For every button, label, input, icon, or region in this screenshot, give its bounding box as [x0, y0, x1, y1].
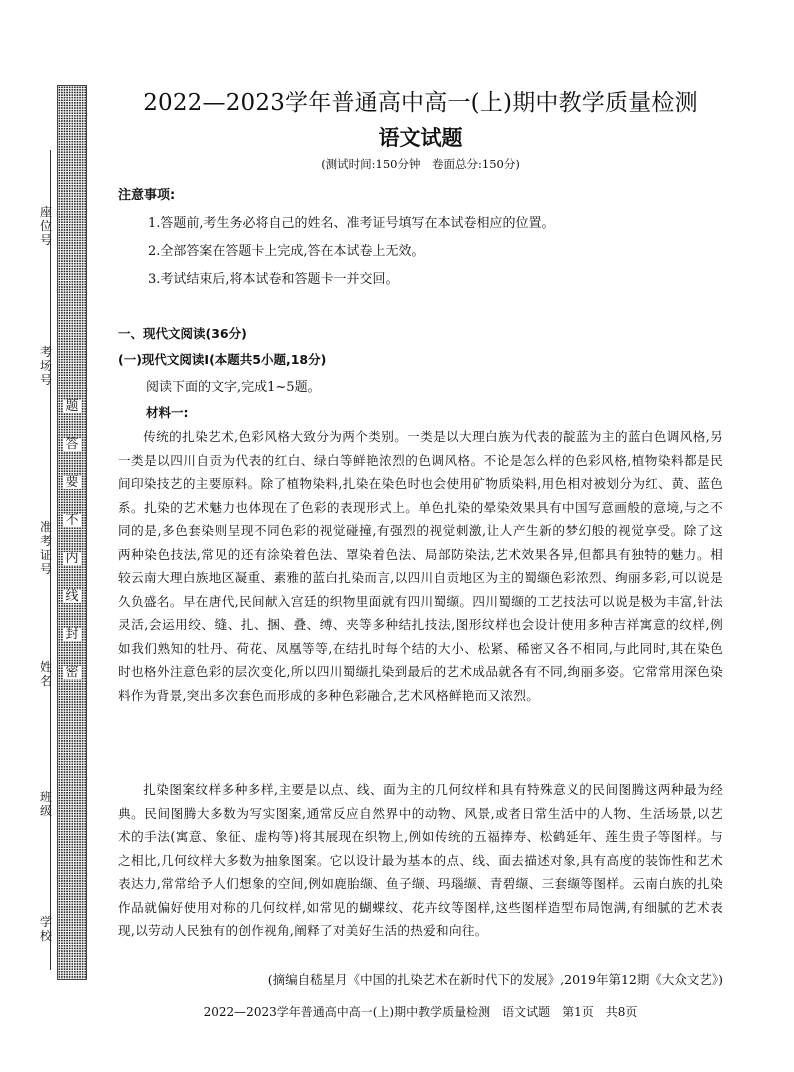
field-exam-room: 考场号 [39, 345, 52, 387]
field-class: 班级 [39, 790, 52, 818]
paragraph: 传统的扎染艺术,色彩风格大致分为两个类别。一类是以大理白族为代表的靛蓝为主的蓝白色调风格,另一类是以四川自贡为代表的红白、绿白等鲜艳浓烈的色调风格。不论是怎么样的色彩风格,植物染料都是民间印染技艺的主要原料。除了植物染料,扎染在染色时也会使用矿物质染料,用色相对被划分为红、黄、蓝色系。扎染的艺术魅力也体现在了色彩的表现形式上。单色扎染的晕染效果具有中国写意画般的意境,与之不同的是,多色套染则呈现不同色彩的视觉碰撞,有强烈的视觉刺激,让人产生新的梦幻般的视觉享受。除了这两种染色技法,常见的还有涂染着色法、罩染着色法、局部防染法,艺术效果各异,但都具有独特的魅力。相较云南大理白族地区凝重、素雅的蓝白扎染而言,以四川自贡地区为主的蜀缬色彩浓烈、绚丽多彩,可以说是久负盛名。早在唐代,民间献入宫廷的织物里面就有四川蜀缬。四川蜀缬的工艺技法可以说是极为丰富,针法灵活,会运用绞、缝、扎、捆、叠、缚、夹等多种结扎技法,图形纹样也会设计使用多种吉祥寓意的纹样,例如我们熟知的牡丹、荷花、凤凰等等,在结扎时每个结的大小、松紧、稀密又各不相同,与此同时,其在染色时也格外注意色彩的层次变化,所以四川蜀缬扎染到最后的艺术成品就各有不同,绚丽多姿。它常常用深色染料作为背景,突出多次套色而形成的多种色彩融合,艺术风格鲜艳而又浓烈。 [118, 429, 723, 703]
notice-item: 2.全部答案在答题卡上完成,答在本试卷上无效。 [148, 244, 425, 259]
exam-subtitle: 语文试题 [378, 126, 463, 150]
notice-item: 1.答题前,考生务必将自己的姓名、准考证号填写在本试卷相应的位置。 [148, 216, 555, 231]
seal-char: 封 [63, 628, 81, 641]
exam-title: 2022—2023学年普通高中高一(上)期中教学质量检测 [143, 90, 698, 116]
field-seat-number: 座位号 [39, 205, 52, 247]
seal-char: 题 [63, 400, 81, 413]
field-ticket-number: 准考证号 [39, 520, 52, 576]
notice-item: 3.考试结束后,将本试卷和答题卡一并交回。 [148, 272, 399, 287]
paragraph: 扎染图案纹样多种多样,主要是以点、线、面为主的几何纹样和具有特殊意义的民间图腾这两种最为经典。民间图腾大多数为写实图案,通常反应自然界中的动物、风景,或者日常生活中的人物、生活场景,以艺术的手法(寓意、象征、虚构等)将其展现在织物上,例如传统的五福捧寿、松鹤延年、莲生贵子等图样。与之相比,几何纹样大多数为抽象图案。它以设计最为基本的点、线、面去描述对象,具有高度的装饰性和艺术表达力,常常给予人们想象的空间,例如鹿胎缬、鱼子缬、玛瑙缬、青碧缬、三套缬等图样。云南白族的扎染作品就偏好使用对称的几何纹样,如常见的蝴蝶纹、花卉纹等图样,这些图样造型布局饱满,有细腻的艺术表现,以劳动人民独有的创作视角,阐释了对美好生活的热爱和向往。 [118, 782, 723, 938]
seal-char: 内 [63, 552, 81, 565]
section-subheading: (一)现代文阅读Ⅰ(本题共5小题,18分) [118, 352, 327, 367]
field-school: 学校 [39, 915, 52, 943]
seal-char: 要 [63, 476, 81, 489]
page-footer: 2022—2023学年普通高中高一(上)期中教学质量检测 语文试题 第1页 共8页 [203, 1005, 638, 1019]
notice-heading: 注意事项: [118, 188, 176, 203]
source-citation: (摘编自嵇星月《中国的扎染艺术在新时代下的发展》,2019年第12期《大众文艺》) [267, 972, 723, 987]
seal-char: 不 [63, 514, 81, 527]
binding-hatch-strip [57, 85, 87, 980]
field-name: 姓名 [39, 660, 52, 688]
material-label: 材料一: [146, 405, 189, 420]
seal-char: 线 [63, 590, 81, 603]
section-heading: 一、现代文阅读(36分) [118, 326, 247, 341]
seal-char: 答 [63, 438, 81, 451]
seal-char: 密 [63, 666, 81, 679]
exam-timing: (测试时间:150分钟 卷面总分:150分) [321, 157, 520, 171]
reading-instruction: 阅读下面的文字,完成1~5题。 [146, 380, 321, 395]
